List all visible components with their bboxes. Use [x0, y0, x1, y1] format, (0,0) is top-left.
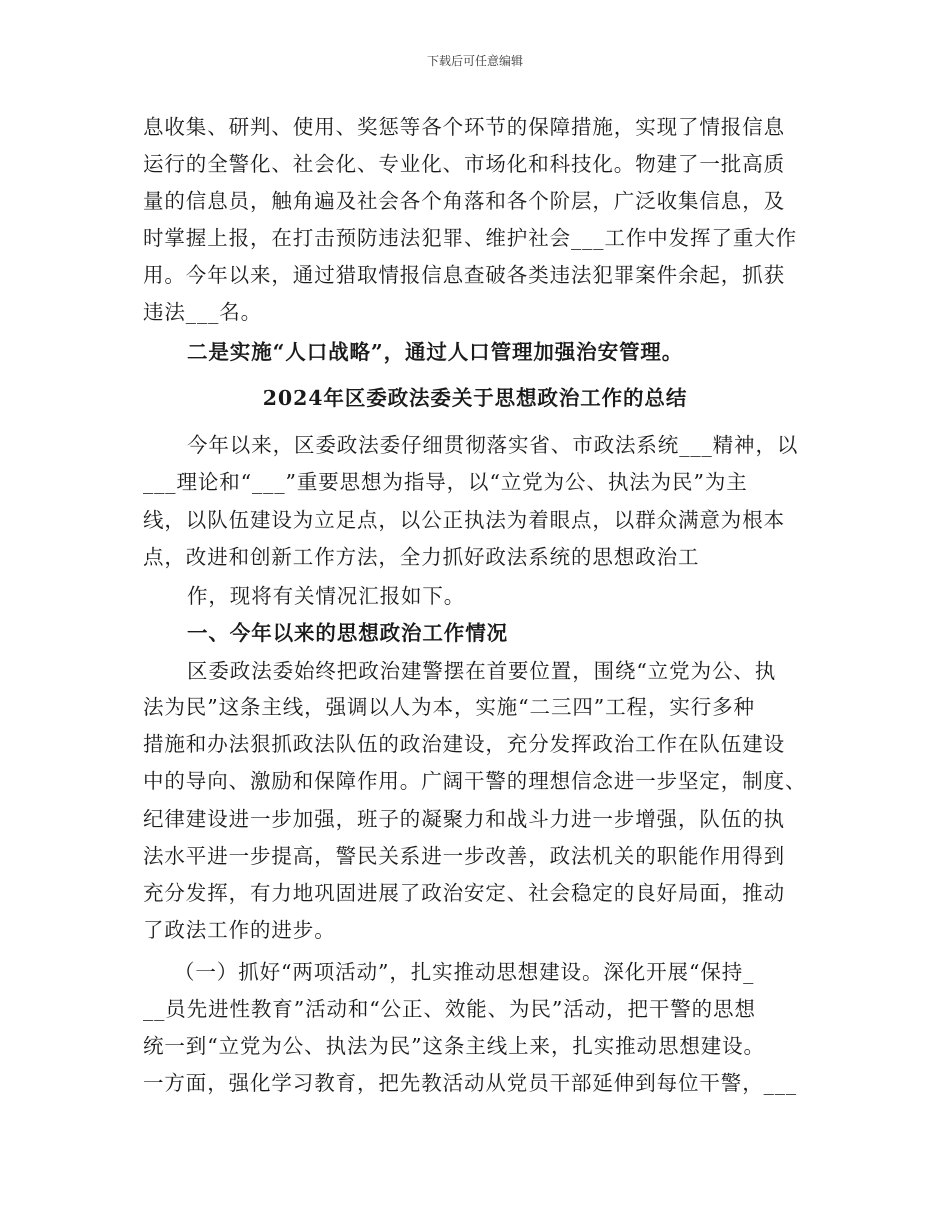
page-header: 下载后可任意编辑: [426, 54, 523, 68]
body-line: 线，以队伍建设为立足点，以公正执法为着眼点，以群众满意为根本: [143, 508, 785, 532]
body-line: 充分发挥，有力地巩固进展了政治安定、社会稳定的良好局面，推动: [143, 881, 785, 905]
body-line: 息收集、研判、使用、奖惩等各个环节的保障措施，实现了情报信息: [143, 115, 785, 139]
body-line: 违法___名。: [143, 300, 263, 324]
document-title: 2024年区委政法委关于思想政治工作的总结: [262, 386, 688, 410]
body-line: 法为民”这条主线，强调以人为本，实施“二三四”工程，实行多种: [143, 695, 755, 719]
body-line: __员先进性教育”活动和“公正、效能、为民”活动，把干警的思想: [143, 997, 756, 1021]
body-line: 点，改进和创新工作方法，全力抓好政法系统的思想政治工: [143, 545, 700, 569]
body-line: 中的导向、激励和保障作用。广阔干警的理想信念进一步坚定，制度、: [143, 769, 807, 793]
body-line: 统一到“立党为公、执法为民”这条主线上来，扎实推动思想建设。: [143, 1034, 765, 1058]
body-line: 措施和办法狠抓政法队伍的政治建设，充分发挥政治工作在队伍建设: [143, 732, 785, 756]
body-line: 区委政法委始终把政治建警摆在首要位置，围绕“立党为公、执: [187, 659, 777, 683]
body-line: 时掌握上报，在打击预防违法犯罪、维护社会___工作中发挥了重大作: [143, 226, 798, 250]
body-line: 一方面，强化学习教育，把先教活动从党员干部延伸到每位干警，___: [143, 1071, 798, 1095]
body-line: 纪律建设进一步加强，班子的凝聚力和战斗力进一步增强，队伍的执: [143, 807, 785, 831]
body-line: ___理论和“___”重要思想为指导，以“立党为公、执法为民”为主: [143, 470, 748, 494]
body-line: 法水平进一步提高，警民关系进一步改善，政法机关的职能作用得到: [143, 844, 785, 868]
body-line: 了政法工作的进步。: [143, 918, 336, 942]
body-line: 运行的全警化、社会化、专业化、市场化和科技化。物建了一批高质: [143, 152, 785, 176]
body-line: 作，现将有关情况汇报如下。: [187, 584, 466, 608]
subheading-population-strategy: 二是实施“人口战略”，通过人口管理加强治安管理。: [187, 340, 684, 364]
body-line: 量的信息员，触角遍及社会各个角落和各个阶层，广泛收集信息，及: [143, 189, 785, 213]
section-heading: 一、今年以来的思想政治工作情况: [187, 621, 508, 645]
body-line: 今年以来，区委政法委仔细贯彻落实省、市政法系统___精神，以: [187, 433, 799, 457]
body-line: 用。今年以来，通过猎取情报信息查破各类违法犯罪案件余起，抓获: [143, 263, 785, 287]
body-line: （一）抓好“两项活动”，扎实推动思想建设。深化开展“保持_: [174, 960, 755, 984]
